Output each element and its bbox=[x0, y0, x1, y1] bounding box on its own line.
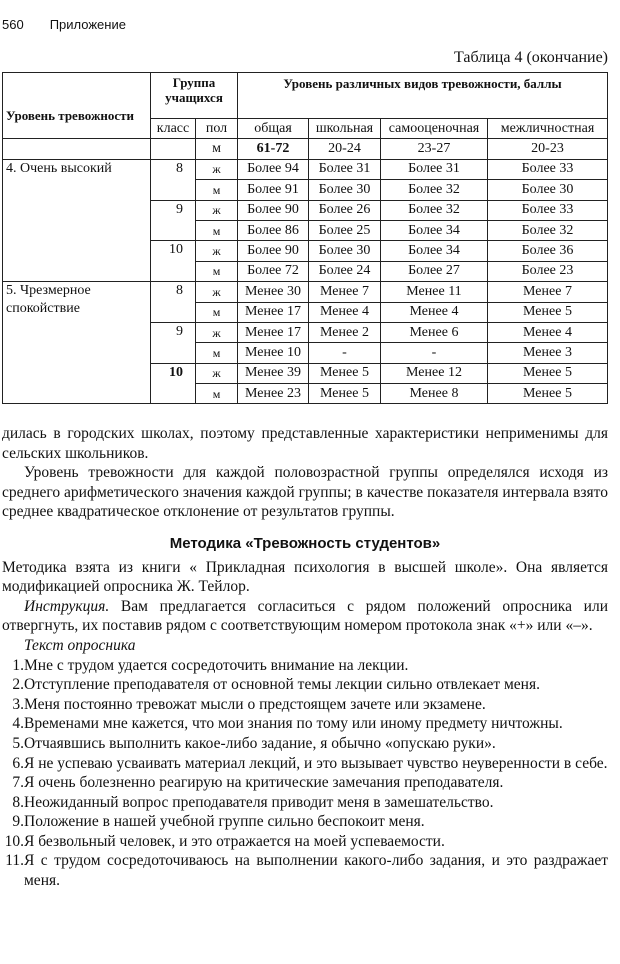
value-cell: Менее 8 bbox=[381, 384, 488, 404]
level-label: 4. Очень высокий bbox=[3, 159, 151, 281]
item-text: Я с трудом сосредоточиваюсь на выполнении какого-либо задания, и это раздражает меня. bbox=[24, 852, 608, 890]
col-class: класс bbox=[151, 119, 196, 139]
col-self: самооценочная bbox=[381, 119, 488, 139]
value-cell: Более 32 bbox=[488, 220, 608, 240]
value-cell: Менее 23 bbox=[238, 384, 309, 404]
value-cell: Менее 17 bbox=[238, 302, 309, 322]
value-cell: Менее 10 bbox=[238, 343, 309, 363]
norm-cell: м bbox=[196, 139, 238, 159]
class-cell: 9 bbox=[151, 322, 196, 363]
paragraph: Методика взята из книги « Прикладная психология в высшей школе». Она является модификацией опросника Ж. Тейлор. bbox=[2, 558, 608, 596]
value-cell: Менее 12 bbox=[381, 363, 488, 383]
value-cell: Более 31 bbox=[381, 159, 488, 179]
running-header bbox=[2, 17, 152, 32]
sex-cell: м bbox=[196, 343, 238, 363]
item-number: 10. bbox=[4, 832, 24, 850]
value-cell: Менее 7 bbox=[488, 282, 608, 302]
col-interpersonal: межличностная bbox=[488, 119, 608, 139]
norm-cell: 20-23 bbox=[488, 139, 608, 159]
questionnaire-item bbox=[2, 656, 608, 676]
instruction-label: Инструкция. bbox=[24, 597, 110, 615]
value-cell: Более 86 bbox=[238, 220, 309, 240]
sex-cell: ж bbox=[196, 159, 238, 179]
level-label: 5. Чрезмерное спокойствие bbox=[3, 282, 151, 404]
header-types: Уровень различных видов тревожности, баллы bbox=[238, 73, 608, 119]
value-cell: Более 33 bbox=[488, 200, 608, 220]
table-caption: Таблица 4 (окончание) bbox=[454, 49, 608, 66]
questionnaire-item bbox=[2, 851, 608, 890]
item-number: 3. bbox=[12, 695, 24, 713]
section-title: Приложение bbox=[49, 17, 126, 32]
item-text: Я безвольный человек, и это отражается на моей успеваемости. bbox=[24, 832, 445, 850]
sex-cell: м bbox=[196, 220, 238, 240]
table-row bbox=[3, 282, 608, 302]
item-number: 8. bbox=[12, 793, 24, 811]
item-number: 6. bbox=[12, 754, 24, 772]
value-cell: Более 72 bbox=[238, 261, 309, 281]
class-cell: 8 bbox=[151, 282, 196, 323]
instruction-paragraph bbox=[2, 597, 608, 636]
value-cell: Менее 5 bbox=[488, 363, 608, 383]
questionnaire-item bbox=[2, 832, 608, 852]
questionnaire-item bbox=[2, 695, 608, 715]
sex-cell: м bbox=[196, 180, 238, 200]
item-text: Я не успеваю усваивать материал лекций, и это вызывает чувство неуверенности в себе. bbox=[24, 754, 608, 772]
item-text: Отступление преподавателя от основной темы лекции сильно отвлекает меня. bbox=[24, 676, 540, 694]
value-cell: Менее 5 bbox=[309, 384, 381, 404]
value-cell: Менее 30 bbox=[238, 282, 309, 302]
class-cell: 9 bbox=[151, 200, 196, 241]
class-cell: 8 bbox=[151, 159, 196, 200]
value-cell: Более 30 bbox=[309, 241, 381, 261]
value-cell: Более 30 bbox=[488, 180, 608, 200]
paragraph: дилась в городских школах, поэтому представленные характеристики неприменимы для сельских школьников. bbox=[2, 425, 608, 462]
item-text: Положение в нашей учебной группе сильно беспокоит меня. bbox=[24, 813, 425, 831]
value-cell: Менее 5 bbox=[488, 384, 608, 404]
body-text bbox=[2, 424, 608, 891]
header-level: Уровень тревожности bbox=[3, 73, 151, 139]
value-cell: - bbox=[381, 343, 488, 363]
value-cell: Менее 4 bbox=[309, 302, 381, 322]
sex-cell: м bbox=[196, 384, 238, 404]
value-cell: Менее 4 bbox=[488, 322, 608, 342]
value-cell: Более 32 bbox=[381, 180, 488, 200]
paragraph: Уровень тревожности для каждой половозрастной группы определялся исходя из среднего арифметического значения каждой группы; в качестве показателя интервала взято среднее квадратическое отклонение от результатов группы. bbox=[2, 464, 608, 521]
sex-cell: ж bbox=[196, 241, 238, 261]
value-cell: Более 32 bbox=[381, 200, 488, 220]
value-cell: Более 31 bbox=[309, 159, 381, 179]
norm-cell: 61-72 bbox=[238, 139, 309, 159]
value-cell: Более 91 bbox=[238, 180, 309, 200]
questionnaire-item bbox=[2, 734, 608, 754]
value-cell: Более 24 bbox=[309, 261, 381, 281]
value-cell: Более 94 bbox=[238, 159, 309, 179]
item-text: Временами мне кажется, что мои знания по тому или иному предмету ничтожны. bbox=[24, 715, 563, 733]
item-number: 11. bbox=[5, 852, 24, 870]
norm-empty bbox=[151, 139, 196, 159]
questionnaire-item bbox=[2, 773, 608, 793]
item-number: 1. bbox=[12, 656, 24, 674]
value-cell: Менее 7 bbox=[309, 282, 381, 302]
value-cell: Более 30 bbox=[309, 180, 381, 200]
questionnaire-item bbox=[2, 714, 608, 734]
value-cell: Менее 4 bbox=[381, 302, 488, 322]
item-text: Отчаявшись выполнить какое-либо задание, я обычно «опускаю руки». bbox=[24, 734, 496, 752]
questionnaire-item bbox=[2, 793, 608, 813]
header-group: Группа учащихся bbox=[151, 73, 238, 119]
sex-cell: ж bbox=[196, 363, 238, 383]
value-cell: Менее 11 bbox=[381, 282, 488, 302]
anxiety-table bbox=[2, 72, 608, 404]
value-cell: Менее 3 bbox=[488, 343, 608, 363]
col-school: школьная bbox=[309, 119, 381, 139]
col-sex: пол bbox=[196, 119, 238, 139]
sex-cell: м bbox=[196, 261, 238, 281]
norm-empty bbox=[3, 139, 151, 159]
item-text: Я очень болезненно реагирую на критические замечания преподавателя. bbox=[24, 774, 504, 792]
item-number: 2. bbox=[12, 676, 24, 694]
instruction-text: Вам предлагается согласиться с рядом положений опросника или отвергнуть, их поставив рядом с соответствующим номером протокола знак «+» или «–». bbox=[2, 597, 608, 635]
value-cell: Более 33 bbox=[488, 159, 608, 179]
sex-cell: ж bbox=[196, 282, 238, 302]
value-cell: Менее 5 bbox=[309, 363, 381, 383]
value-cell: Менее 17 bbox=[238, 322, 309, 342]
item-number: 4. bbox=[12, 715, 24, 733]
value-cell: - bbox=[309, 343, 381, 363]
page-number: 560 bbox=[2, 17, 24, 32]
col-general: общая bbox=[238, 119, 309, 139]
item-number: 7. bbox=[12, 774, 24, 792]
value-cell: Более 23 bbox=[488, 261, 608, 281]
value-cell: Более 34 bbox=[381, 220, 488, 240]
sex-cell: ж bbox=[196, 200, 238, 220]
sex-cell: ж bbox=[196, 322, 238, 342]
item-text: Мне с трудом удается сосредоточить внимание на лекции. bbox=[24, 656, 409, 674]
value-cell: Менее 6 bbox=[381, 322, 488, 342]
item-text: Неожиданный вопрос преподавателя приводит меня в замешательство. bbox=[24, 793, 494, 811]
value-cell: Более 90 bbox=[238, 241, 309, 261]
value-cell: Более 34 bbox=[381, 241, 488, 261]
item-number: 5. bbox=[12, 734, 24, 752]
list-title: Текст опросника bbox=[24, 636, 136, 654]
questionnaire-item bbox=[2, 812, 608, 832]
value-cell: Более 27 bbox=[381, 261, 488, 281]
questionnaire-list bbox=[2, 656, 608, 891]
value-cell: Более 90 bbox=[238, 200, 309, 220]
value-cell: Менее 39 bbox=[238, 363, 309, 383]
item-number: 9. bbox=[12, 813, 24, 831]
value-cell: Более 26 bbox=[309, 200, 381, 220]
norm-cell: 20-24 bbox=[309, 139, 381, 159]
norm-cell: 23-27 bbox=[381, 139, 488, 159]
value-cell: Менее 2 bbox=[309, 322, 381, 342]
value-cell: Более 36 bbox=[488, 241, 608, 261]
questionnaire-item bbox=[2, 754, 608, 774]
sex-cell: м bbox=[196, 302, 238, 322]
section-heading: Методика «Тревожность студентов» bbox=[169, 534, 441, 552]
value-cell: Менее 5 bbox=[488, 302, 608, 322]
value-cell: Более 25 bbox=[309, 220, 381, 240]
item-text: Меня постоянно тревожат мысли о предстоящем зачете или экзамене. bbox=[24, 695, 486, 713]
class-cell: 10 bbox=[151, 241, 196, 282]
class-cell: 10 bbox=[151, 363, 196, 404]
questionnaire-item bbox=[2, 675, 608, 695]
table-row bbox=[3, 159, 608, 179]
